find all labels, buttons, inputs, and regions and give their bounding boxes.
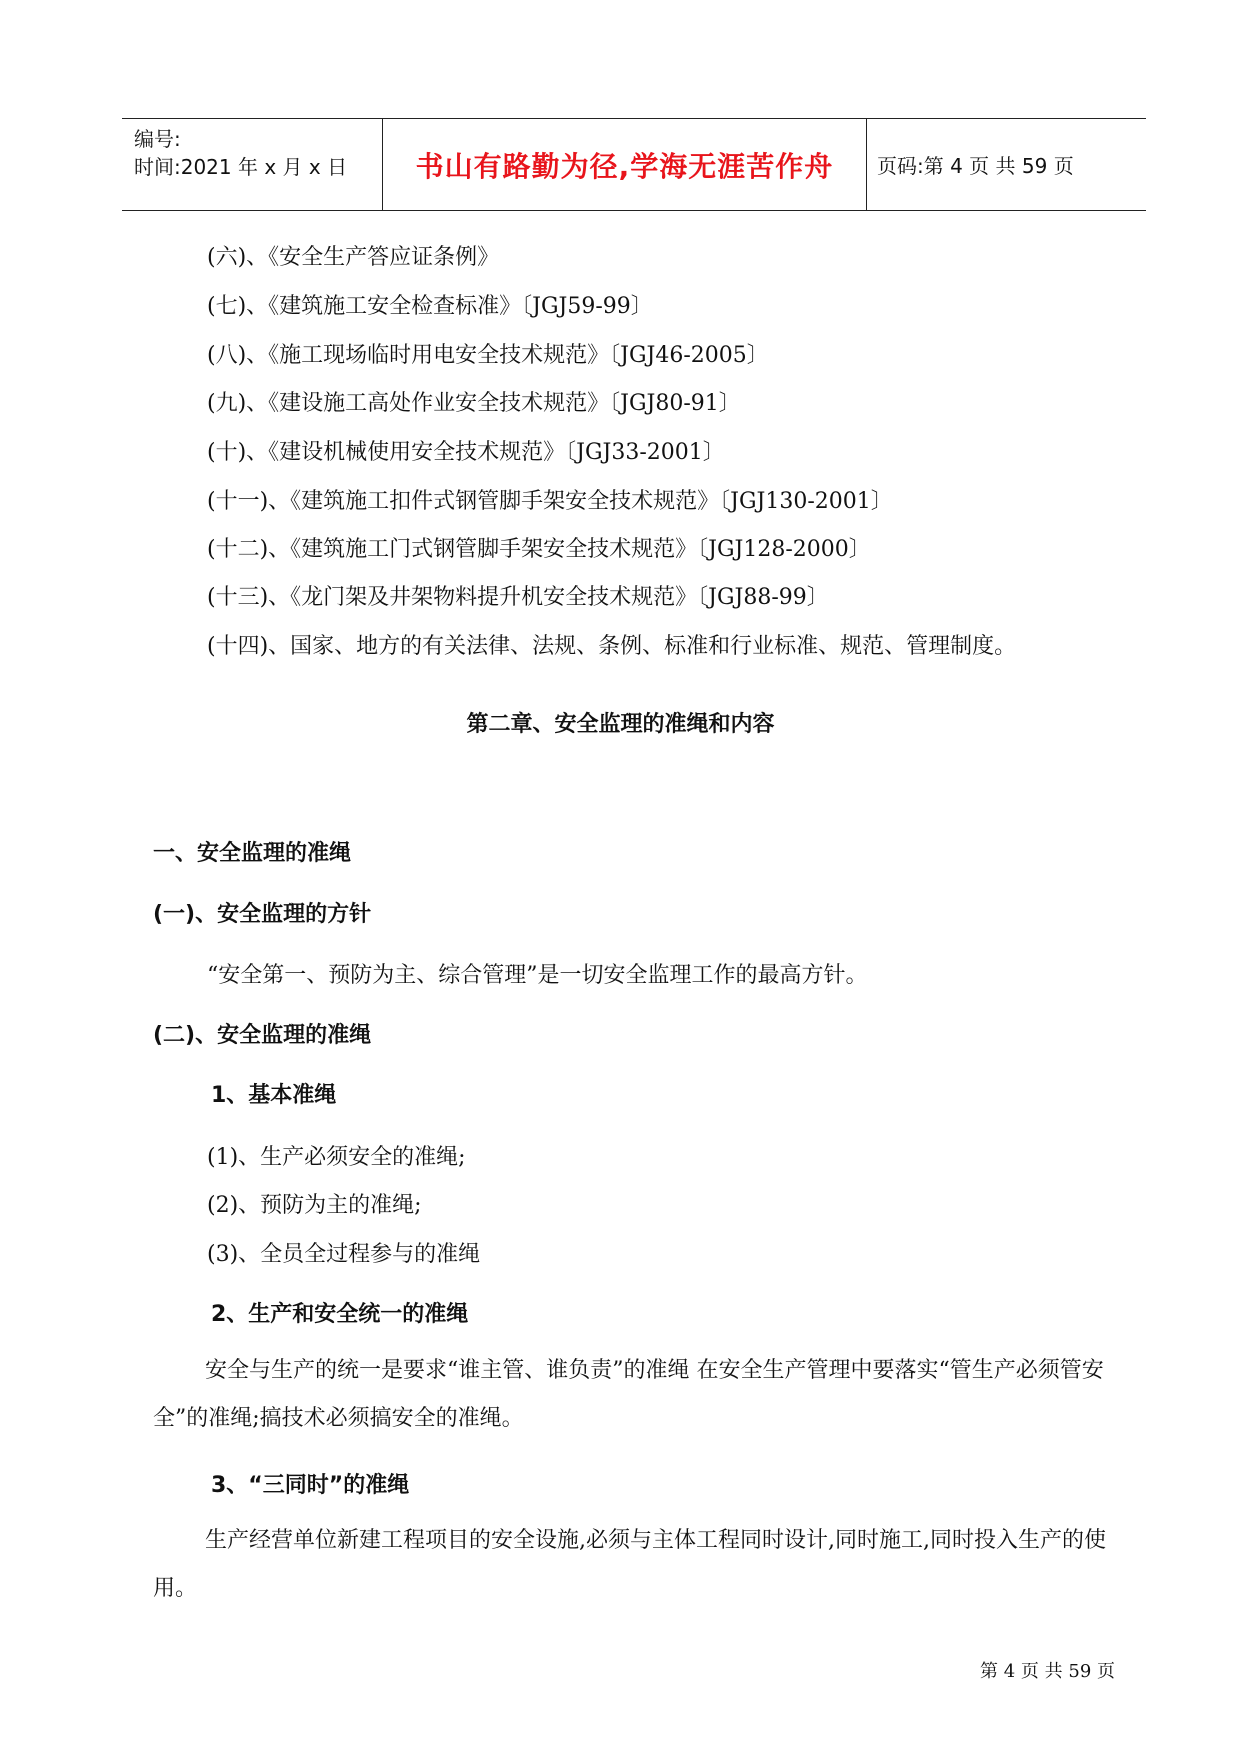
list-item: (十三)、《龙门架及井架物料提升机安全技术规范》〔JGJ88-99〕 bbox=[207, 585, 829, 610]
list-item: (十四)、国家、地方的有关法律、法规、条例、标准和行业标准、规范、管理制度。 bbox=[207, 634, 1017, 659]
chapter-title: 第二章、安全监理的准绳和内容 bbox=[466, 712, 775, 737]
paragraph: “安全第一、预防为主、综合管理”是一切安全监理工作的最高方针。 bbox=[207, 963, 868, 988]
list-item: (九)、《建设施工高处作业安全技术规范》〔JGJ80-91〕 bbox=[207, 391, 741, 416]
page-footer: 第 4 页 共 59 页 bbox=[980, 1661, 1115, 1682]
subsection-heading: (一)、安全监理的方针 bbox=[153, 902, 372, 927]
list-item: (七)、《建筑施工安全检查标准》〔JGJ59-99〕 bbox=[207, 294, 653, 319]
document-number-label: 编号: bbox=[134, 127, 181, 151]
section-heading: 一、安全监理的准绳 bbox=[153, 841, 352, 866]
header-motto-cell bbox=[383, 119, 867, 210]
item-heading: 2、生产和安全统一的准绳 bbox=[211, 1302, 469, 1327]
item-heading: 1、基本准绳 bbox=[211, 1083, 337, 1108]
list-item: (3)、全员全过程参与的准绳 bbox=[207, 1242, 481, 1267]
header-page-cell bbox=[867, 119, 1146, 210]
header-page-number: 页码:第 4 页 共 59 页 bbox=[877, 154, 1074, 178]
document-time-label: 时间:2021 年 x 月 x 日 bbox=[134, 155, 348, 179]
header-motto: 书山有路勤为径,学海无涯苦作舟 bbox=[415, 149, 834, 183]
item-heading: 3、“三同时”的准绳 bbox=[211, 1473, 410, 1498]
list-item: (2)、预防为主的准绳; bbox=[207, 1193, 422, 1218]
paragraph: 生产经营单位新建工程项目的安全设施,必须与主体工程同时设计,同时施工,同时投入生产的使用。 bbox=[153, 1528, 1106, 1601]
list-item: (八)、《施工现场临时用电安全技术规范》〔JGJ46-2005〕 bbox=[207, 343, 769, 368]
list-item: (十)、《建设机械使用安全技术规范》〔JGJ33-2001〕 bbox=[207, 440, 725, 465]
list-item: (十一)、《建筑施工扣件式钢管脚手架安全技术规范》〔JGJ130-2001〕 bbox=[207, 489, 893, 514]
list-item: (十二)、《建筑施工门式钢管脚手架安全技术规范》〔JGJ128-2000〕 bbox=[207, 537, 871, 562]
subsection-heading: (二)、安全监理的准绳 bbox=[153, 1023, 372, 1048]
page-header bbox=[122, 118, 1146, 211]
paragraph: 安全与生产的统一是要求“谁主管、谁负责”的准绳 在安全生产管理中要落实“管生产必须管安全”的准绳;搞技术必须搞安全的准绳。 bbox=[153, 1358, 1104, 1431]
list-item: (1)、生产必须安全的准绳; bbox=[207, 1145, 466, 1170]
list-item: (六)、《安全生产答应证条例》 bbox=[207, 245, 500, 270]
header-left-cell bbox=[122, 119, 383, 210]
